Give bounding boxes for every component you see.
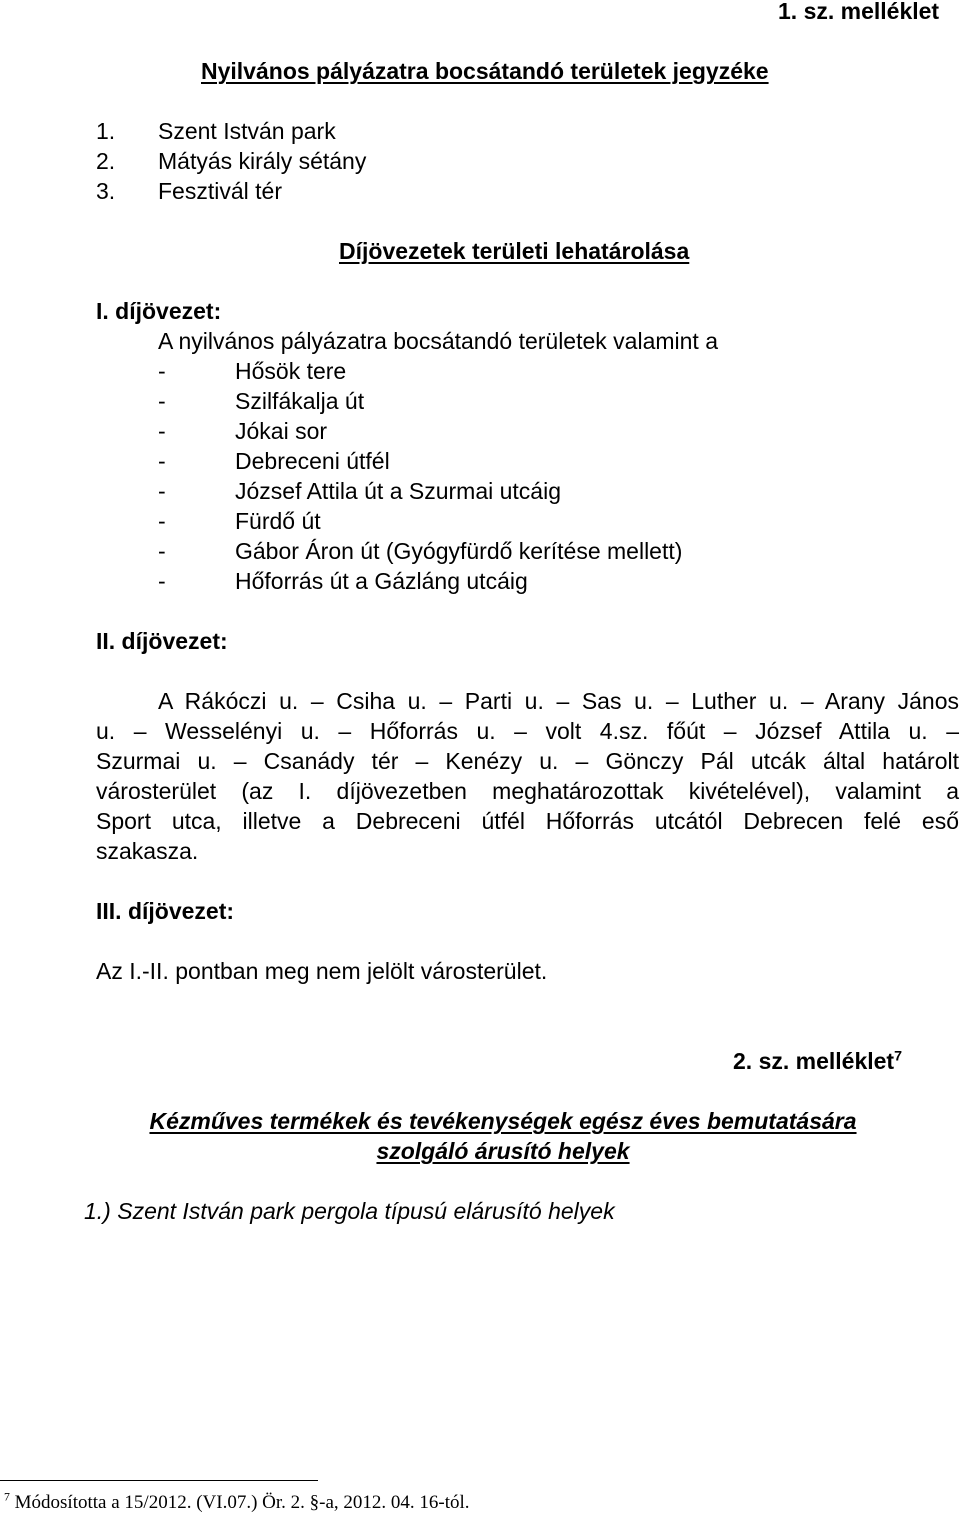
annex2-title-line2: szolgáló árusító helyek <box>376 1138 630 1164</box>
dash-marker: - <box>158 418 166 444</box>
list-item-text: Szilfákalja út <box>235 388 365 414</box>
zone3-text: Az I.-II. pontban meg nem jelölt városterület. <box>96 958 548 984</box>
annex2-title-line1: Kézműves termékek és tevékenységek egész éves bemutatására <box>149 1108 857 1134</box>
annex2-item: 1.) Szent István park pergola típusú elárusító helyek <box>84 1198 615 1224</box>
list-item <box>158 416 327 446</box>
list-item-text: Debreceni útfél <box>235 448 390 474</box>
list-item <box>158 536 682 566</box>
list-item <box>96 146 366 176</box>
list-item <box>158 386 364 416</box>
list-item-name: Szent István park <box>158 118 336 144</box>
list-item <box>158 566 528 596</box>
zone2-line: Szurmai u. – Csanády tér – Kenézy u. – Gönczy Pál utcák által határolt <box>96 748 959 774</box>
list-item-number: 3. <box>96 178 116 204</box>
annex1-label: 1. sz. melléklet <box>778 0 940 24</box>
footnote <box>4 1491 470 1515</box>
list-item-text: Gábor Áron út (Gyógyfürdő kerítése mellett) <box>235 538 683 564</box>
dash-marker: - <box>158 568 166 594</box>
zones-title: Díjövezetek területi lehatárolása <box>339 238 690 264</box>
list-item <box>96 176 282 206</box>
dash-marker: - <box>158 478 166 504</box>
annex1-title: Nyilvános pályázatra bocsátandó területek jegyzéke <box>201 58 769 84</box>
dash-marker: - <box>158 508 166 534</box>
annex2-label-text: 2. sz. melléklet <box>733 1048 895 1074</box>
footnote-separator <box>0 1480 318 1481</box>
zone1-intro: A nyilvános pályázatra bocsátandó területek valamint a <box>158 328 718 354</box>
list-item-name: Mátyás király sétány <box>158 148 367 174</box>
zone1-heading: I. díjövezet: <box>96 298 222 324</box>
list-item-name: Fesztivál tér <box>158 178 282 204</box>
annex2-label <box>733 1046 902 1076</box>
zone2-heading: II. díjövezet: <box>96 628 228 654</box>
list-item-text: Fürdő út <box>235 508 321 534</box>
list-item-text: Hősök tere <box>235 358 347 384</box>
dash-marker: - <box>158 388 166 414</box>
zone2-line: városterület (az I. díjövezetben meghatározottak kivételével), valamint a <box>96 778 959 804</box>
list-item-number: 1. <box>96 118 116 144</box>
list-item <box>158 506 321 536</box>
footnote-text: Módosította a 15/2012. (VI.07.) Ör. 2. §-a, 2012. 04. 16-tól. <box>14 1492 470 1513</box>
list-item <box>158 356 346 386</box>
list-item <box>158 446 390 476</box>
zone2-line: Sport utca, illetve a Debreceni útfél Hőforrás utcától Debrecen felé eső <box>96 808 959 834</box>
list-item-text: Hőforrás út a Gázláng utcáig <box>235 568 528 594</box>
footnote-ref[interactable]: 7 <box>894 1048 903 1065</box>
list-item-text: József Attila út a Szurmai utcáig <box>235 478 561 504</box>
list-item <box>96 116 336 146</box>
list-item-text: Jókai sor <box>235 418 328 444</box>
zone2-line: szakasza. <box>96 838 199 864</box>
zone2-line: A Rákóczi u. – Csiha u. – Parti u. – Sas u. – Luther u. – Arany János <box>158 688 959 714</box>
zone2-line: u. – Wesselényi u. – Hőforrás u. – volt 4.sz. főút – József Attila u. – <box>96 718 959 744</box>
dash-marker: - <box>158 538 166 564</box>
footnote-mark: 7 <box>4 1490 10 1504</box>
dash-marker: - <box>158 448 166 474</box>
list-item <box>158 476 561 506</box>
list-item-number: 2. <box>96 148 116 174</box>
dash-marker: - <box>158 358 166 384</box>
zone3-heading: III. díjövezet: <box>96 898 235 924</box>
